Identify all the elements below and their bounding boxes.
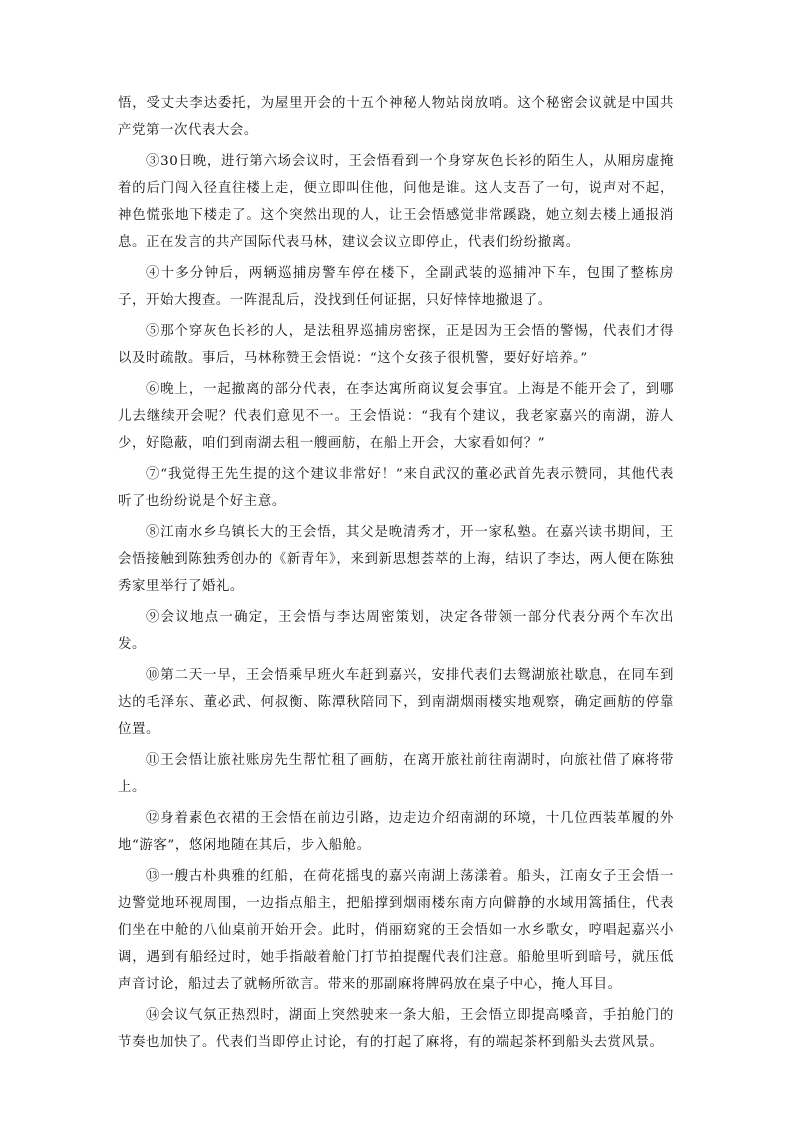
document-page (118, 90, 674, 1060)
paragraph-14: ⑭会议气氛正热烈时，湖面上突然驶来一条大船，王会悟立即提高嗓音，手拍舱门的节奏也加快了。代表们当即停止讨论，有的打起了麻将，有的端起茶杯到船头去赏风景。 (118, 1008, 674, 1050)
paragraph-13: ⑬一艘古朴典雅的红船，在荷花摇曳的嘉兴南湖上荡漾着。船头，江南女子王会悟一边警觉地环视周围，一边指点船主，把船撑到烟雨楼东南方向僻静的水域用篙插住，代表们坐在中舱的八仙桌前开始开会。此时，俏丽窈窕的王会悟如一水乡歌女，哼唱起嘉兴小调，遇到有船经过时，她手指敲着舱门打节拍提醒代表们注意。船舱里听到暗号，就压低声音讨论，船过去了就畅所欲言。带来的那副麻将牌码放在桌子中心，掩人耳目。 (118, 869, 674, 992)
paragraph-9: ⑨会议地点一确定，王会悟与李达周密策划，决定各带领一部分代表分两个车次出发。 (118, 610, 674, 652)
paragraph-4: ④十多分钟后，两辆巡捕房警车停在楼下，全副武装的巡捕冲下车，包围了整栋房子，开始大搜查。一阵混乱后，没找到任何证据，只好悻悻地撤退了。 (118, 266, 674, 308)
paragraph-continuation: 悟，受丈夫李达委托，为屋里开会的十五个神秘人物站岗放哨。这个秘密会议就是中国共产党第一次代表大会。 (118, 96, 674, 138)
paragraph-5: ⑤那个穿灰色长衫的人，是法租界巡捕房密探，正是因为王会悟的警惕，代表们才得以及时疏散。事后，马林称赞王会悟说：“这个女孩子很机警，要好好培养。” (118, 324, 674, 366)
paragraph-8: ⑧江南水乡乌镇长大的王会悟，其父是晚清秀才，开一家私塾。在嘉兴读书期间，王会悟接触到陈独秀创办的《新青年》，来到新思想荟萃的上海，结识了李达，两人便在陈独秀家里举行了婚礼。 (118, 525, 674, 594)
paragraph-12: ⑫身着素色衣裙的王会悟在前边引路，边走边介绍南湖的环境，十几位西装革履的外地“游客”，悠闲地随在其后，步入船舱。 (118, 811, 674, 853)
paragraph-6: ⑥晚上，一起撤离的部分代表，在李达寓所商议复会事宜。上海是不能开会了，到哪儿去继续开会呢？代表们意见不一。王会悟说：“我有个建议，我老家嘉兴的南湖，游人少，好隐蔽，咱们到南湖去租一艘画舫，在船上开会，大家看如何？” (118, 382, 674, 451)
paragraph-11: ⑪王会悟让旅社账房先生帮忙租了画舫，在离开旅社前往南湖时，向旅社借了麻将带上。 (118, 753, 674, 795)
paragraph-10: ⑩第二天一早，王会悟乘早班火车赶到嘉兴，安排代表们去鸳湖旅社歇息，在同车到达的毛泽东、董必武、何叔衡、陈潭秋陪同下，到南湖烟雨楼实地观察，确定画舫的停靠位置。 (118, 668, 674, 737)
paragraph-7: ⑦“我觉得王先生提的这个建议非常好！”来自武汉的董必武首先表示赞同，其他代表听了也纷纷说是个好主意。 (118, 467, 674, 509)
paragraph-3: ③30日晚，进行第六场会议时，王会悟看到一个身穿灰色长衫的陌生人，从厢房虚掩着的后门闯入径直往楼上走，便立即叫住他，问他是谁。这人支吾了一句，说声对不起，神色慌张地下楼走了。这个突然出现的人，让王会悟感觉非常蹊跷，她立刻去楼上通报消息。正在发言的共产国际代表马林，建议会议立即停止，代表们纷纷撤离。 (118, 154, 674, 250)
